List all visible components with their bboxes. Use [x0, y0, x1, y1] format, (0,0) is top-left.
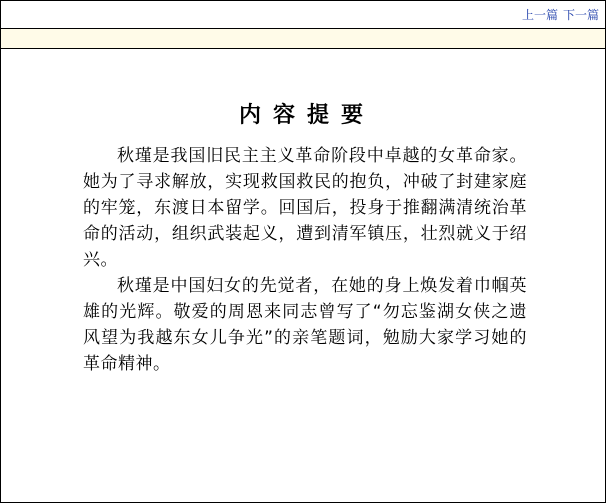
article-paragraph: 秋瑾是我国旧民主主义革命阶段中卓越的女革命家。她为了寻求解放，实现救国救民的抱负，冲破了封建家庭的牢笼，东渡日本留学。回国后，投身于推翻满清统治革命的活动，组织武装起义，遭到清军镇压，壮烈就义于绍兴。: [83, 146, 527, 270]
header-strip: [1, 29, 605, 49]
next-article-link[interactable]: 下一篇: [562, 8, 599, 22]
article-title: 内容提要: [238, 103, 375, 128]
prev-article-link[interactable]: 上一篇: [521, 8, 558, 22]
article-paragraph: 秋瑾是中国妇女的先觉者，在她的身上焕发着巾帼英雄的光辉。敬爱的周恩来同志曾写了“勿忘鉴湖女侠之遗风望为我越东女儿争光”的亲笔题词，勉励大家学习她的革命精神。: [83, 276, 527, 374]
article-nav: [522, 7, 599, 23]
top-nav-bar: [1, 1, 605, 29]
article-content: [83, 101, 527, 377]
